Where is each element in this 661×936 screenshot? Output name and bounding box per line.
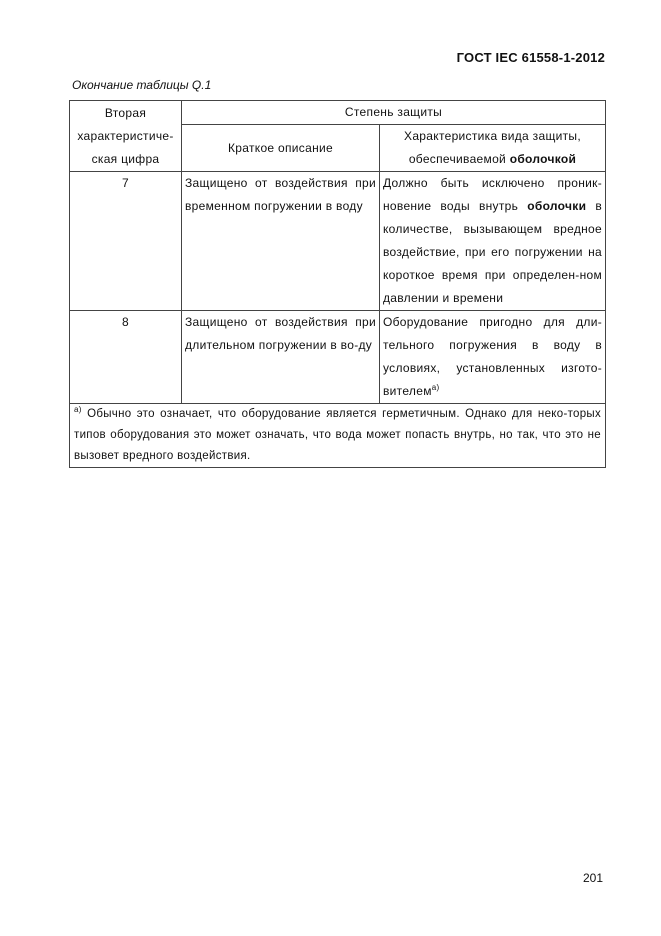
table-caption: Окончание таблицы Q.1 <box>72 78 212 92</box>
header-second-digit <box>70 101 182 172</box>
header-line: ская цифра <box>91 151 160 166</box>
cell-text: Оборудование пригодно для дли-тельного погружения в воду в условиях, установленных изгото-вителем <box>383 315 603 398</box>
table-row <box>70 172 606 311</box>
cell-digit: 8 <box>70 311 182 404</box>
header-line: характеристиче- <box>77 128 174 143</box>
header-line: Характеристика вида защиты, <box>404 129 581 143</box>
page-number: 201 <box>582 871 603 885</box>
table-footnote-row <box>70 404 606 468</box>
cell-text: Должно быть исключено проник-новение воды внутрь <box>383 176 603 213</box>
table-row <box>70 311 606 404</box>
protection-degree-table <box>69 100 606 468</box>
document-code: ГОСТ IEC 61558-1-2012 <box>456 50 605 65</box>
cell-short-description: Защищено от воздействия при временном погружении в воду <box>182 172 380 311</box>
cell-text: в количестве, вызывающем вредное воздействие, при его погружении на короткое время при определен-ном давлении и времени <box>383 199 603 305</box>
header-line: Вторая <box>104 105 147 120</box>
footnote-reference: а) <box>431 383 440 392</box>
table-header-row <box>70 101 606 125</box>
cell-characteristic <box>380 311 606 404</box>
header-line <box>383 148 602 171</box>
cell-bold-text: оболочки <box>527 199 587 213</box>
header-short-description: Краткое описание <box>182 125 380 172</box>
header-protection-degree: Степень защиты <box>182 101 606 125</box>
header-text: обеспечиваемой <box>408 152 510 166</box>
footnote-mark: а) <box>74 405 82 415</box>
cell-short-description: Защищено от воздействия при длительном погружении в во-ду <box>182 311 380 404</box>
header-bold-text: оболочкой <box>509 152 577 166</box>
header-protection-characteristic <box>380 125 606 172</box>
footnote-text: Обычно это означает, что оборудование является герметичным. Однако для неко-торых типов оборудования это может означать, что вода может попасть внутрь, но так, что это не вызовет вредного воздействия. <box>74 408 602 462</box>
table-footnote <box>70 404 606 468</box>
cell-characteristic <box>380 172 606 311</box>
cell-digit: 7 <box>70 172 182 311</box>
